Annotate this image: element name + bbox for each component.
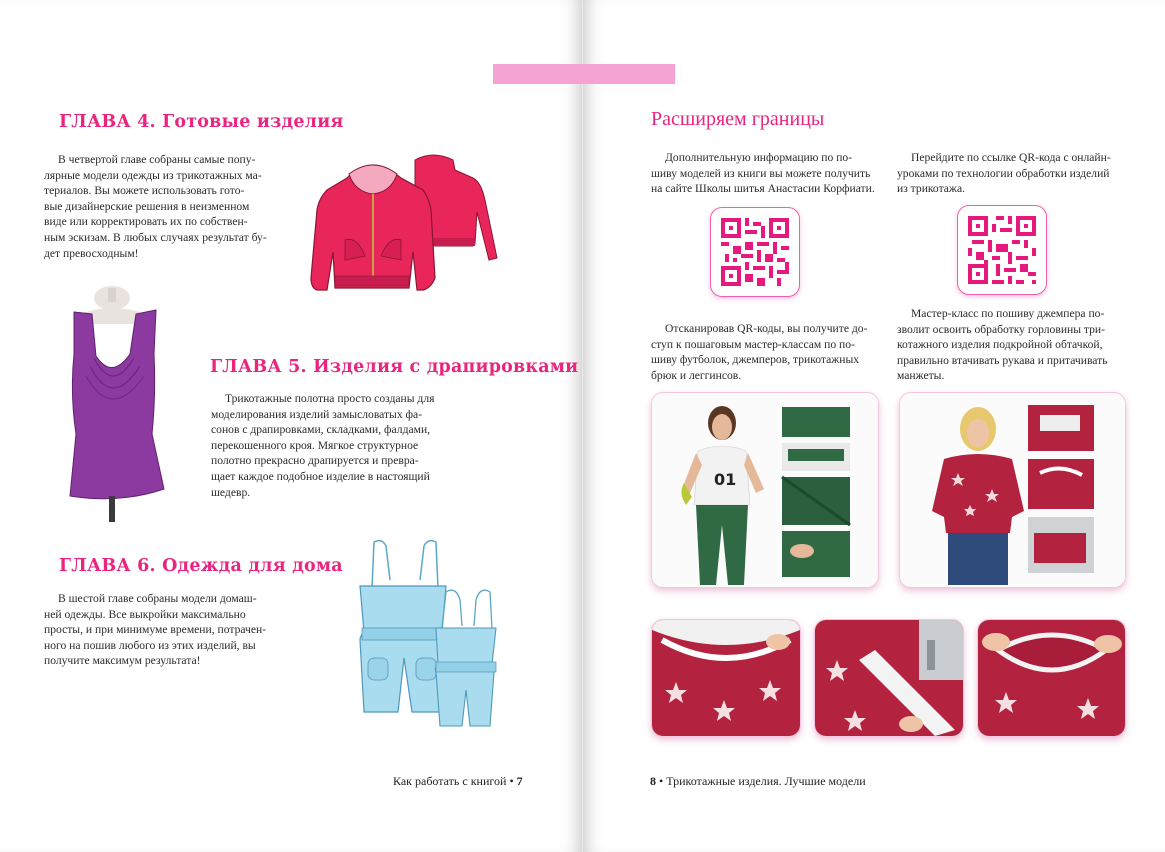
photo-neckline-step-1	[651, 619, 801, 737]
photo-neckline-step-3	[977, 619, 1126, 737]
text-line: ней одежды. Все выкройки максимально	[44, 607, 246, 621]
draped-dress-illustration	[60, 284, 170, 524]
text-line: ным эскизам. В любых случаях результат бу-	[44, 230, 267, 244]
text-line: на сайте Школы шитья Анастасии Корфиати.	[651, 182, 875, 196]
text-line: ступ к пошаговым мастер-классам по по-	[651, 337, 855, 351]
text-line: брюк и леггинсов.	[651, 368, 742, 382]
chapter-4-text	[44, 152, 270, 261]
text-line: В шестой главе собраны модели домаш-	[58, 592, 257, 605]
text-line: сонов с драпировками, складками, фалдами,	[211, 423, 431, 437]
chapter-6-text	[44, 591, 270, 669]
qr-code-2[interactable]	[957, 205, 1047, 295]
text-line: уроками по технологии обработки изделий	[897, 166, 1110, 180]
text-line: дет превосходным!	[44, 246, 139, 260]
text-line: щает каждое подобное изделие в настоящий	[211, 469, 430, 483]
chapter-4-title: ГЛАВА 4. Готовые изделия	[59, 112, 344, 132]
text-line: котажного изделия подкройной обтачкой,	[897, 338, 1103, 352]
right-col2-intro	[897, 150, 1126, 197]
text-line: Перейдите по ссылке QR-кода с онлайн-	[911, 151, 1111, 164]
photo-neckline-step-2	[814, 619, 964, 737]
right-col2-after-qr	[897, 306, 1126, 384]
photo-card-tshirt-pants	[651, 392, 879, 588]
text-line: моделирования изделий замысловатых фа-	[211, 407, 423, 421]
text-line: вые дизайнерские решения в неизменном	[44, 199, 250, 213]
text-line: из трикотажа.	[897, 182, 965, 196]
qr-code-icon	[721, 218, 789, 286]
text-line: шиву моделей из книги вы можете получить	[651, 166, 871, 180]
text-line: Дополнительную информацию по по-	[665, 151, 853, 164]
text-line: зволит освоить обработку горловины три-	[897, 322, 1105, 336]
left-page-footer: Как работать с книгой • 7	[393, 774, 523, 788]
text-line: Мастер-класс по пошиву джемпера по-	[911, 307, 1105, 320]
text-line: манжеты.	[897, 369, 945, 383]
sewing-machine-photo	[815, 620, 963, 736]
text-line: шедевр.	[211, 485, 251, 499]
chapter-5-text	[211, 391, 438, 500]
text-line: шиву футболок, джемперов, трикотажных	[651, 353, 860, 367]
text-line: виде или корректировать их по собствен-	[44, 215, 248, 229]
decorative-pink-bar	[493, 64, 675, 84]
photo-card-star-sweater	[899, 392, 1126, 588]
qr-code-icon	[968, 216, 1036, 284]
hoodie-illustration	[305, 148, 505, 300]
text-line: просты, и при минимуме времени, потрачен-	[44, 623, 267, 637]
finished-neckline-photo	[978, 620, 1125, 736]
chapter-6-title: ГЛАВА 6. Одежда для дома	[59, 556, 343, 576]
text-line: Трикотажные полотна просто созданы для	[225, 392, 435, 405]
svg-text:01: 01	[714, 470, 737, 489]
left-page	[0, 0, 582, 852]
chapter-5-title: ГЛАВА 5. Изделия с драпировками	[210, 357, 579, 377]
romper-illustration	[350, 540, 500, 730]
text-line: лярные модели одежды из трикотажных ма-	[44, 168, 262, 182]
qr-code-1[interactable]	[710, 207, 800, 297]
right-col1-after-qr	[651, 321, 878, 383]
text-line: В четвертой главе собраны самые попу-	[58, 153, 256, 166]
text-line: Отсканировав QR-коды, вы получите до-	[665, 322, 868, 335]
text-line: правильно втачивать рукава и притачивать	[897, 353, 1108, 367]
text-line: полотно прекрасно драпируется и превра-	[211, 454, 419, 468]
text-line: ного на пошив любого из этих изделий, вы	[44, 638, 256, 652]
right-page-footer: 8 • Трикотажные изделия. Лучшие модели	[650, 774, 866, 788]
section-title: Расширяем границы	[651, 108, 825, 130]
right-col1-intro	[651, 150, 878, 197]
page-number: 8	[650, 774, 656, 788]
star-sweater-photo	[900, 393, 1125, 587]
text-line: получите максимум результата!	[44, 654, 201, 668]
text-line: перекошенного кроя. Мягкое структурное	[211, 438, 419, 452]
tshirt-pants-photo	[652, 393, 878, 587]
text-line: териалов. Вы можете использовать гото-	[44, 184, 245, 198]
star-fabric-photo	[652, 620, 800, 736]
page-number: 7	[516, 774, 523, 788]
